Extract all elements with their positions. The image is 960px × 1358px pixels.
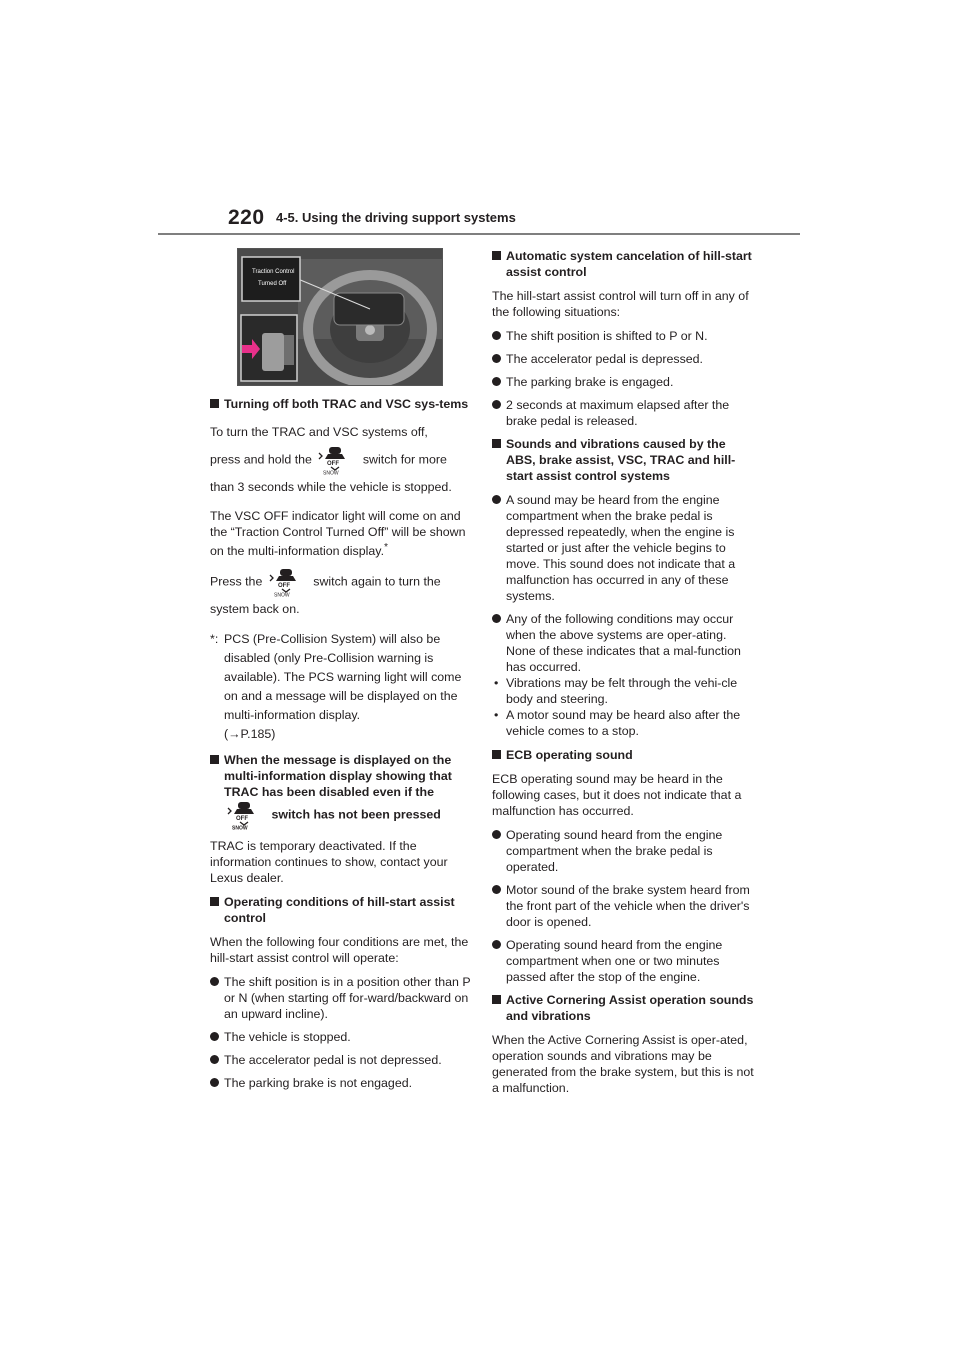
list-item: The shift position is shifted to P or N. (492, 328, 754, 344)
footnote (210, 630, 472, 744)
screen-text-line2: Turned Off (258, 281, 287, 287)
heading-ecb-sound: ECB operating sound (492, 747, 754, 763)
dashboard-illustration (237, 248, 443, 386)
right-column (492, 248, 754, 1104)
section-title: 4-5. Using the driving support systems (276, 210, 516, 225)
header-rule (158, 233, 800, 235)
heading-sounds-vibrations: Sounds and vibrations caused by the ABS, brake assist, VSC, TRAC and hill-start assist control systems (492, 436, 754, 484)
paragraph-turn-on (210, 567, 472, 622)
list-item: Motor sound of the brake system heard from the front part of the vehicle when the driver's door is opened. (492, 882, 754, 930)
text-segment: When the message is displayed on the multi-information display showing that TRAC has been disabled even if the (224, 753, 452, 800)
list-item: Any of the following conditions may occur when the above systems are oper-ating. None of these indicates that a mal-function has occurred. (492, 611, 754, 675)
heading-trac-message (210, 752, 472, 830)
screen-text-line1: Traction Control (252, 269, 295, 275)
heading-active-cornering: Active Cornering Assist operation sounds and vibrations (492, 992, 754, 1024)
paragraph-active-cornering: When the Active Cornering Assist is oper-ated, operation sounds and vibrations may be generated from the brake system, but this is not a malfunction. (492, 1033, 754, 1095)
vsc-off-switch-icon (317, 445, 357, 475)
text-segment: The VSC OFF indicator light will come on and the “Traction Control Turned Off” will be shown on the multi-information display. (210, 509, 466, 559)
sub-list-item: • Vibrations may be felt through the vehi-cle body and steering. (492, 675, 754, 707)
text-segment: Press the (210, 574, 263, 589)
icon-snow-label: SNOW (273, 592, 290, 598)
heading-turning-off: Turning off both TRAC and VSC sys-tems (210, 396, 472, 412)
vsc-off-switch-icon (226, 800, 266, 830)
list-item: Operating sound heard from the engine compartment when the brake pedal is operated. (492, 827, 754, 875)
text-segment: than 3 seconds while the vehicle is stopped. (210, 480, 452, 494)
paragraph-conditions-intro: When the following four conditions are met, the hill-start assist control will operate: (210, 935, 469, 966)
list-item: The parking brake is not engaged. (210, 1075, 472, 1091)
list-item: The shift position is in a position other than P or N (when starting off for-ward/backward on an upward incline). (210, 974, 472, 1022)
text-segment: To turn the TRAC and VSC systems off, (210, 425, 428, 439)
list-item: A sound may be heard from the engine compartment when the brake pedal is depressed repeatedly, when the engine is started or just after the vehicle begins to move. This sound does not indicate that a malfunction has occurred in any of these systems. (492, 492, 754, 604)
text-segment: switch has not been pressed (271, 807, 441, 822)
page-reference-link[interactable]: (→P.185) (224, 727, 276, 742)
list-item: 2 seconds at maximum elapsed after the brake pedal is released. (492, 397, 754, 429)
list-item: The accelerator pedal is not depressed. (210, 1052, 472, 1068)
vsc-off-switch-icon (268, 567, 308, 597)
icon-snow-label: SNOW (232, 825, 248, 831)
footnote-mark: * (384, 542, 389, 553)
page-header (158, 206, 800, 236)
footnote-mark: *: (210, 632, 219, 647)
icon-off-label: OFF (277, 583, 290, 590)
paragraph-indicator (210, 508, 472, 559)
icon-off-label: OFF (236, 816, 248, 823)
page-number: 220 (228, 206, 265, 229)
text-segment: press and hold the (210, 452, 312, 467)
list-item: Operating sound heard from the engine compartment when one or two minutes passed after the stop of the engine. (492, 937, 754, 985)
sub-list-item: • A motor sound may be heard also after the vehicle comes to a stop. (492, 707, 754, 739)
list-item: The vehicle is stopped. (210, 1029, 472, 1045)
text-segment: switch again to turn the (313, 574, 441, 589)
paragraph-trac-deactivated: TRAC is temporary deactivated. If the information continues to show, contact your Lexus dealer. (210, 839, 448, 886)
left-column (210, 248, 472, 1098)
footnote-text: PCS (Pre-Collision System) will also be disabled (only Pre-Collision warning is available). The PCS warning light will come on and a message will be displayed on the multi-information display. (224, 632, 462, 723)
paragraph-auto-cancel: The hill-start assist control will turn off in any of the following situations: (492, 289, 749, 319)
paragraph-turn-off (210, 420, 472, 500)
heading-auto-cancel: Automatic system cancelation of hill-start assist control (492, 248, 754, 280)
icon-off-label: OFF (327, 461, 340, 467)
paragraph-ecb-sound: ECB operating sound may be heard in the following cases, but it does not indicate that a malfunction has occurred. (492, 772, 742, 818)
icon-snow-label: SNOW (323, 470, 339, 475)
heading-hill-start-conditions: Operating conditions of hill-start assist control (210, 894, 472, 926)
list-item: The accelerator pedal is depressed. (492, 351, 754, 367)
list-item: The parking brake is engaged. (492, 374, 754, 390)
text-segment: switch for more (362, 452, 447, 467)
text-segment: system back on. (210, 602, 300, 617)
